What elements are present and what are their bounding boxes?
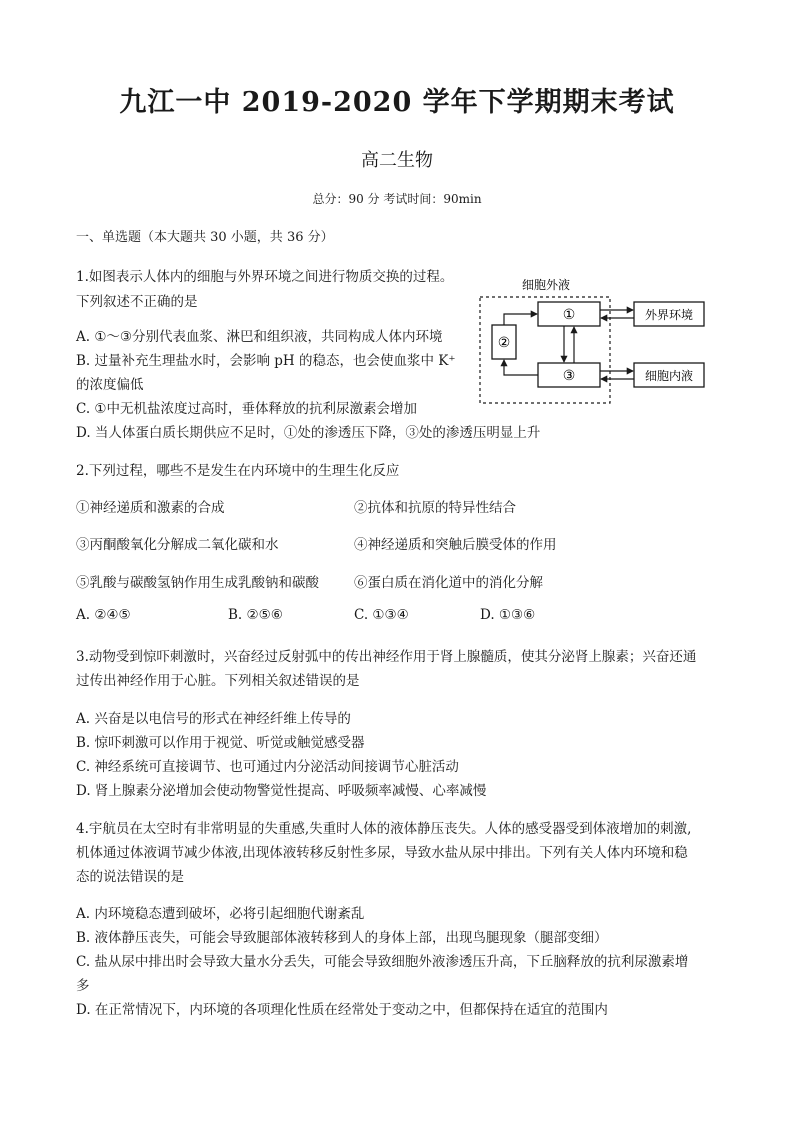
q4-option-c: C. 盐从尿中排出时会导致大量水分丢失，可能会导致细胞外液渗透压升高，下丘脑释放的抗利尿激素增 — [76, 954, 689, 970]
box-intracellular-label: 细胞内液 — [644, 369, 694, 383]
q4-option-b: B. 液体静压丧失，可能会导致腿部体液转移到人的身体上部，出现鸟腿现象（腿部变细） — [76, 930, 608, 946]
q1-option-b: B. 过量补充生理盐水时，会影响 pH 的稳态，也会使血浆中 K⁺ — [76, 353, 456, 369]
q1-stem-line1: 1.如图表示人体内的细胞与外界环境之间进行物质交换的过程。 — [76, 269, 454, 285]
q1-option-d: D. 当人体蛋白质长期供应不足时，①处的渗透压下降，③处的渗透压明显上升 — [76, 425, 541, 441]
q1-option-a: A. ①～③分别代表血浆、淋巴和组织液，共同构成人体内环境 — [76, 329, 443, 345]
q2-item-2: ②抗体和抗原的特异性结合 — [354, 500, 516, 516]
q4-stem-line2: 机体通过体液调节减少体液,出现体液转移反射性多尿，导致水盐从尿中排出。下列有关人体内环境和稳 — [76, 845, 688, 861]
exam-title: 九江一中 2019-2020 学年下学期期末考试 — [119, 87, 675, 118]
exam-meta: 总分：90 分 考试时间：90min — [312, 192, 482, 206]
q2-option-a: A. ②④⑤ — [76, 607, 131, 623]
q4-stem-line1: 4.宇航员在太空时有非常明显的失重感,失重时人体的液体静压丧失。人体的感受器受到体液增加的刺激, — [76, 821, 692, 837]
arrow-3-to-2 — [504, 360, 538, 375]
q3-stem-line1: 3.动物受到惊吓刺激时，兴奋经过反射弧中的传出神经作用于肾上腺髓质，使其分泌肾上腺素；兴奋还通 — [76, 649, 697, 665]
q2-item-5: ⑤乳酸与碳酸氢钠作用生成乳酸钠和碳酸 — [76, 575, 319, 591]
q2-option-b: B. ②⑤⑥ — [228, 607, 283, 623]
q2-item-3: ③丙酮酸氧化分解成二氧化碳和水 — [76, 537, 279, 553]
q2-option-c: C. ①③④ — [354, 607, 409, 623]
q3-stem-line2: 过传出神经作用于心脏。下列相关叙述错误的是 — [76, 673, 360, 689]
q4-option-c-cont: 多 — [76, 978, 90, 994]
arrow-2-to-1 — [504, 314, 537, 325]
q2-item-6: ⑥蛋白质在消化道中的消化分解 — [354, 575, 543, 591]
q4-option-d: D. 在正常情况下，内环境的各项理化性质在经常处于变动之中，但都保持在适宜的范围内 — [76, 1002, 608, 1018]
subject-title: 高二生物 — [361, 150, 433, 171]
q1-stem-line2: 下列叙述不正确的是 — [76, 294, 198, 310]
section-heading: 一、单选题（本大题共 30 小题，共 36 分） — [76, 230, 334, 245]
box-lymph-label: ② — [497, 335, 511, 351]
q3-option-d: D. 肾上腺素分泌增加会使动物警觉性提高、呼吸频率减慢、心率减慢 — [76, 783, 487, 799]
q3-option-a: A. 兴奋是以电信号的形式在神经纤维上传导的 — [76, 711, 351, 727]
q2-item-4: ④神经递质和突触后膜受体的作用 — [354, 537, 557, 553]
q4-stem-line3: 态的说法错误的是 — [76, 869, 184, 885]
q1-option-b-cont: 的浓度偏低 — [76, 377, 144, 393]
q2-item-1: ①神经递质和激素的合成 — [76, 500, 225, 516]
q2-stem: 2.下列过程，哪些不是发生在内环境中的生理生化反应 — [76, 463, 400, 479]
q3-option-b: B. 惊吓刺激可以作用于视觉、听觉或触觉感受器 — [76, 735, 365, 751]
box-external-label: 外界环境 — [644, 308, 694, 322]
q2-option-d: D. ①③⑥ — [480, 607, 536, 623]
q1-option-c: C. ①中无机盐浓度过高时，垂体释放的抗利尿激素会增加 — [76, 401, 418, 417]
box-tissue-label: ③ — [562, 368, 576, 384]
q3-option-c: C. 神经系统可直接调节、也可通过内分泌活动间接调节心脏活动 — [76, 759, 459, 775]
fluid-exchange-diagram — [478, 275, 710, 407]
q4-option-a: A. 内环境稳态遭到破坏，必将引起细胞代谢紊乱 — [76, 906, 365, 922]
extracellular-fluid-label: 细胞外液 — [521, 278, 571, 292]
box-plasma-label: ① — [562, 307, 576, 323]
